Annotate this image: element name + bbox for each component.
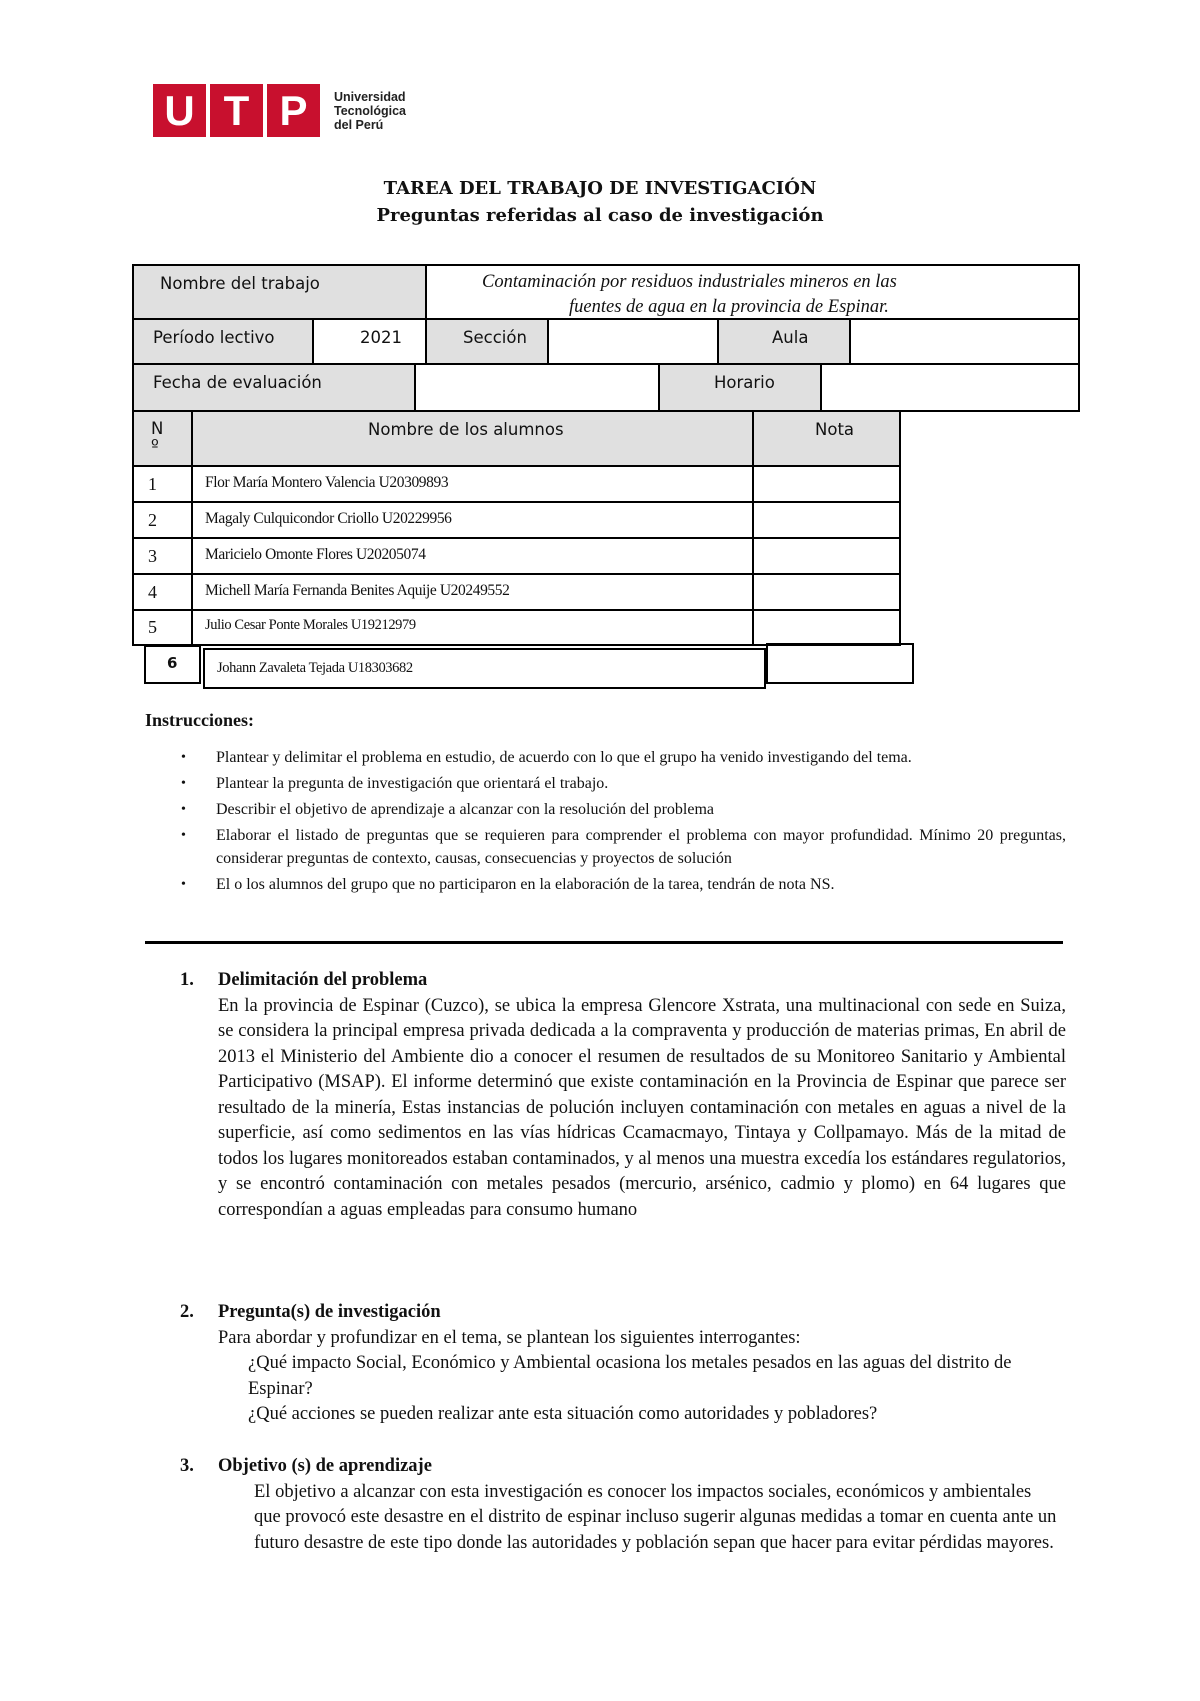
instruction-item: • Describir el objetivo de aprendizaje a alcanzar con la resolución del problema [176, 798, 1066, 821]
logo-text [334, 84, 406, 137]
section-body: El objetivo a alcanzar con esta investigación es conocer los impactos sociales, económicos y ambientales que provocó este desastre en el distrito de espinar incluso sugerir algunas medidas a tomar en cuenta ante un futuro desastre de este tipo donde las autoridades y población sepan que hacer para evitar pérdidas mayores. [254, 1481, 1057, 1553]
horario-input[interactable] [820, 363, 1080, 412]
student-name: Magaly Culquicondor Criollo U20229956 [205, 510, 452, 527]
student-num-cell [144, 645, 201, 684]
student-name: Flor María Montero Valencia U20309893 [205, 474, 449, 491]
student-num-cell [132, 537, 193, 575]
header-name-label: Nombre de los alumnos [368, 420, 564, 439]
student-name-cell [191, 537, 754, 575]
student-nota-input[interactable] [752, 465, 901, 503]
student-nota-input[interactable] [766, 643, 914, 684]
student-num: 3 [148, 546, 157, 566]
nombre-label-cell [132, 264, 427, 320]
seccion-label-cell [425, 318, 549, 365]
students-header-n [132, 410, 193, 467]
aula-label: Aula [772, 328, 809, 347]
section-delimitacion [180, 968, 1066, 1223]
student-num-cell [132, 609, 193, 646]
student-name: Maricielo Omonte Flores U20205074 [205, 546, 426, 563]
student-num: 2 [148, 510, 157, 530]
fecha-label: Fecha de evaluación [153, 373, 322, 392]
instruction-item: • Plantear la pregunta de investigación que orientará el trabajo. [176, 772, 1066, 795]
instruction-item: • Elaborar el listado de preguntas que se requieren para comprender el problema con mayor profundidad. Mínimo 20 preguntas, considerar preguntas de contexto, causas, consecuencias y proyectos de solución [176, 824, 1066, 870]
instructions-list [176, 746, 1066, 899]
student-num-cell [132, 465, 193, 503]
section-title: Pregunta(s) de investigación [218, 1302, 441, 1322]
student-num: 6 [167, 654, 178, 672]
seccion-label: Sección [463, 328, 527, 347]
section-body: En la provincia de Espinar (Cuzco), se ubica la empresa Glencore Xstrata, una multinacional con sede en Suiza, se considera la principal empresa privada dedicada a la compraventa y producción de materias primas, En abril de 2013 el Ministerio del Ambiente dio a conocer el resumen de resultados de su Monitoreo Sanitario y Ambiental Participativo (MSAP). El informe determinó que existe contaminación en la Provincia de Espinar que parece ser resultado de la minería, Estas instancias de polución incluyen contaminación con metales en aguas a nivel de la superficie, así como sedimentos en las vías hídricas Ccamacmayo, Tintaya y Collpamayo. Más de la mitad de todos los lugares monitoreados estaban contaminados, y al menos una muestra excedía los estándares regulatorios, y se encontró contaminación con metales pesados (mercurio, arsénico, cadmio y plomo) en 64 lugares que correspondían a aguas empleadas para consumo humano [218, 995, 1066, 1220]
header-n-line-1: N [151, 419, 164, 438]
aula-input[interactable] [849, 318, 1080, 365]
student-name-cell [203, 648, 766, 689]
periodo-label: Período lectivo [153, 328, 275, 347]
student-name: Michell María Fernanda Benites Aquije U20249552 [205, 582, 510, 599]
student-name-cell [191, 573, 754, 611]
nombre-value-line-2: fuentes de agua en la provincia de Espinar. [569, 297, 889, 317]
section-number: 1. [180, 970, 194, 990]
student-name-cell [191, 501, 754, 539]
student-name: Johann Zavaleta Tejada U18303682 [217, 660, 413, 676]
research-question-1: ¿Qué impacto Social, Económico y Ambiental ocasiona los metales pesados en las aguas del distrito de Espinar? [248, 1353, 1012, 1399]
student-nota-input[interactable] [752, 609, 901, 646]
nombre-value-cell[interactable] [425, 264, 1080, 320]
student-name: Julio Cesar Ponte Morales U19212979 [205, 617, 416, 633]
fecha-label-cell [132, 363, 416, 412]
fecha-input[interactable] [414, 363, 660, 412]
periodo-value-cell[interactable] [312, 318, 427, 365]
logo-line-3: del Perú [334, 117, 384, 132]
section-divider [145, 941, 1063, 944]
logo-line-1: Universidad [334, 89, 406, 104]
student-num: 1 [148, 474, 157, 494]
logo-letter-p: P [267, 84, 320, 137]
student-num-cell [132, 573, 193, 611]
students-header-nota [752, 410, 901, 467]
page-subtitle: Preguntas referidas al caso de investigación [376, 205, 824, 226]
student-num: 4 [148, 582, 157, 602]
aula-label-cell [717, 318, 851, 365]
student-name-cell [191, 609, 754, 646]
periodo-label-cell [132, 318, 314, 365]
page-title: TAREA DEL TRABAJO DE INVESTIGACIÓN [383, 178, 817, 199]
student-nota-input[interactable] [752, 537, 901, 575]
utp-logo [153, 84, 406, 137]
students-header-name [191, 410, 754, 467]
section-preguntas [180, 1300, 1066, 1428]
student-nota-input[interactable] [752, 501, 901, 539]
section-title: Objetivo (s) de aprendizaje [218, 1456, 432, 1476]
research-question-2: ¿Qué acciones se pueden realizar ante esta situación como autoridades y pobladores? [248, 1404, 878, 1424]
instructions-title: Instrucciones: [145, 710, 254, 730]
instruction-item: • El o los alumnos del grupo que no participaron en la elaboración de la tarea, tendrán de nota NS. [176, 873, 1066, 896]
section-intro: Para abordar y profundizar en el tema, se plantean los siguientes interrogantes: [218, 1327, 801, 1348]
instruction-item: • Plantear y delimitar el problema en estudio, de acuerdo con lo que el grupo ha venido investigando del tema. [176, 746, 1066, 769]
section-title: Delimitación del problema [218, 970, 428, 990]
periodo-value: 2021 [360, 328, 402, 347]
horario-label: Horario [714, 373, 775, 392]
logo-letter-u: U [153, 84, 206, 137]
student-num: 5 [148, 617, 157, 637]
nombre-value-line-1: Contaminación por residuos industriales mineros en las [482, 272, 897, 292]
student-nota-input[interactable] [752, 573, 901, 611]
logo-letter-t: T [210, 84, 263, 137]
nombre-label: Nombre del trabajo [160, 274, 320, 293]
logo-line-2: Tecnológica [334, 103, 407, 118]
student-name-cell [191, 465, 754, 503]
student-num-cell [132, 501, 193, 539]
seccion-input[interactable] [547, 318, 719, 365]
header-nota-label: Nota [815, 420, 855, 439]
horario-label-cell [658, 363, 822, 412]
section-number: 3. [180, 1456, 194, 1476]
section-objetivo [180, 1454, 1066, 1556]
section-number: 2. [180, 1302, 194, 1322]
header-n-line-2: º [151, 436, 159, 455]
